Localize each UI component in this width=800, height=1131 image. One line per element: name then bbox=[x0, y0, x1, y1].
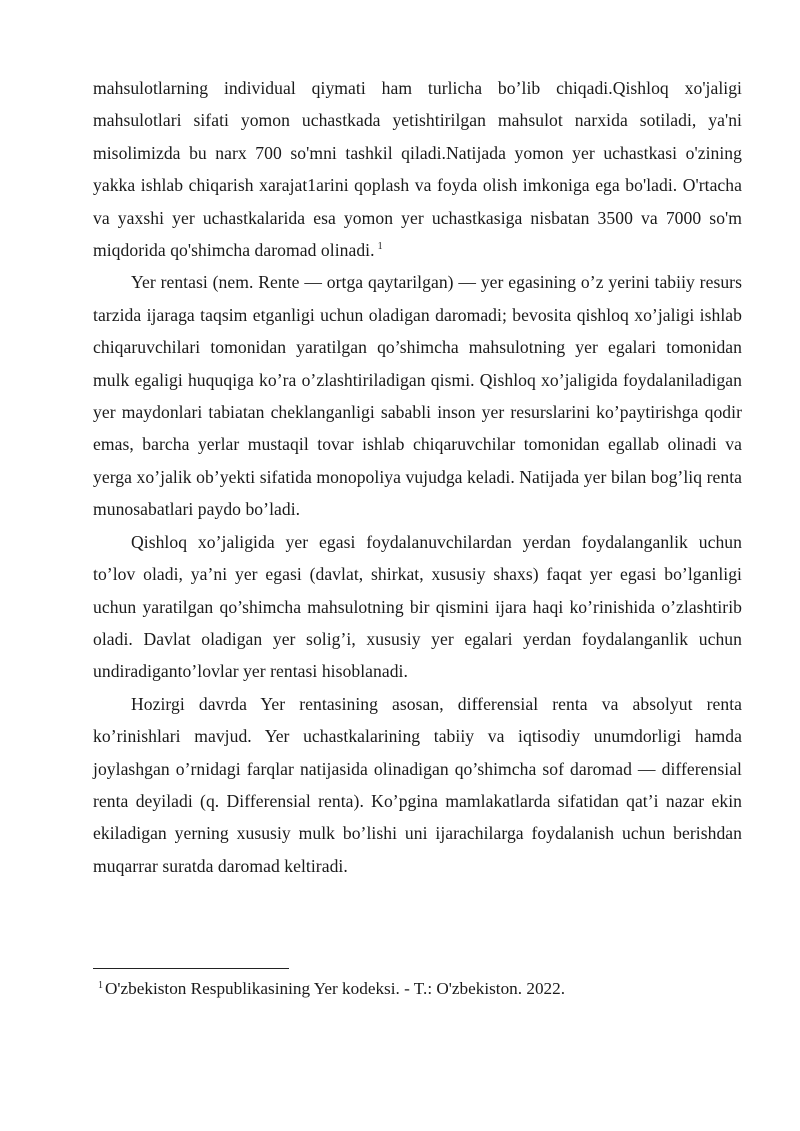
paragraph-yer-rentasi: Yer rentasi (nem. Rente — ortga qaytarilgan) — yer egasining o’z yerini tabiiy resurs tarzida ijaraga taqsim etganligi uchun oladigan daromadi; bevosita qishloq xo’jaligi ishlab chiqaruvchilari tomonidan yaratilgan qo’shimcha mahsulotning yer egalari tomonidan mulk egaligi huquqiga ko’ra o’zlashtiriladigan qismi. Qishloq xo’jaligida foydalaniladigan yer maydonlari tabiatan cheklanganligi sababli inson yer resurslarini ko’paytirishga qodir emas, barcha yerlar mustaqil tovar ishlab chiqaruvchilar tomonidan egallab olinadi va yerga xo’jalik ob’yekti sifatida monopoliya vujudga keladi. Natijada yer bilan bog’liq renta munosabatlari paydo bo’ladi. bbox=[93, 272, 742, 520]
footnote-reference: 1 bbox=[377, 241, 383, 253]
document-body bbox=[93, 72, 742, 882]
paragraph-hozirgi-davrda: Hozirgi davrda Yer rentasining asosan, differensial renta va absolyut renta ko’rinishlari mavjud. Yer uchastkalarining tabiiy va iqtisodiy unumdorligi hamda joylashgan o’rnidagi farqlar natijasida olinadigan qo’shimcha sof daromad — differensial renta deyiladi (q. Differensial renta). Ko’pgina mamlakatlarda sifatidan qat’i nazar ekin ekiladigan yerning xususiy mulk bo’lishi uni ijarachilarga foydalanish uchun berishdan muqarrar suratda daromad keltiradi. bbox=[93, 693, 742, 876]
paragraph-continued bbox=[93, 72, 742, 266]
footnote-divider bbox=[93, 968, 289, 969]
footnote-number: 1 bbox=[98, 980, 103, 991]
paragraph-text: mahsulotlarning individual qiymati ham turlicha bo’lib chiqadi.Qishloq xo'jaligi mahsulotlari sifati yomon uchastkada yetishtirilgan mahsulot narxida sotiladi, ya'ni misolimizda bu narx 700 so'mni tashkil qiladi.Natijada yomon yer uchastkasi o'zining yakka ishlab chiqarish xarajat1arini qoplash va foyda olish imkoniga ega bo'ladi. O'rtacha va yaxshi yer uchastkalarida esa yomon yer uchastkasiga nisbatan 3500 va 7000 so'm miqdorida qo'shimcha daromad olinadi. bbox=[93, 78, 742, 261]
footnote bbox=[98, 977, 738, 1001]
paragraph-qishloq-xojaligi: Qishloq xo’jaligida yer egasi foydalanuvchilardan yerdan foydalanganlik uchun to’lov oladi, ya’ni yer egasi (davlat, shirkat, xususiy shaxs) faqat yer egasi bo’lganligi uchun yaratilgan qo’shimcha mahsulotning bir qismini ijara haqi ko’rinishida o’zlashtirib oladi. Davlat oladigan yer solig’i, xususiy yer egalari yerdan foydalanganlik uchun undiradiganto’lovlar yer rentasi hisoblanadi. bbox=[93, 531, 742, 682]
footnote-text: O'zbekiston Respublikasining Yer kodeksi. - T.: O'zbekiston. 2022. bbox=[105, 979, 566, 998]
